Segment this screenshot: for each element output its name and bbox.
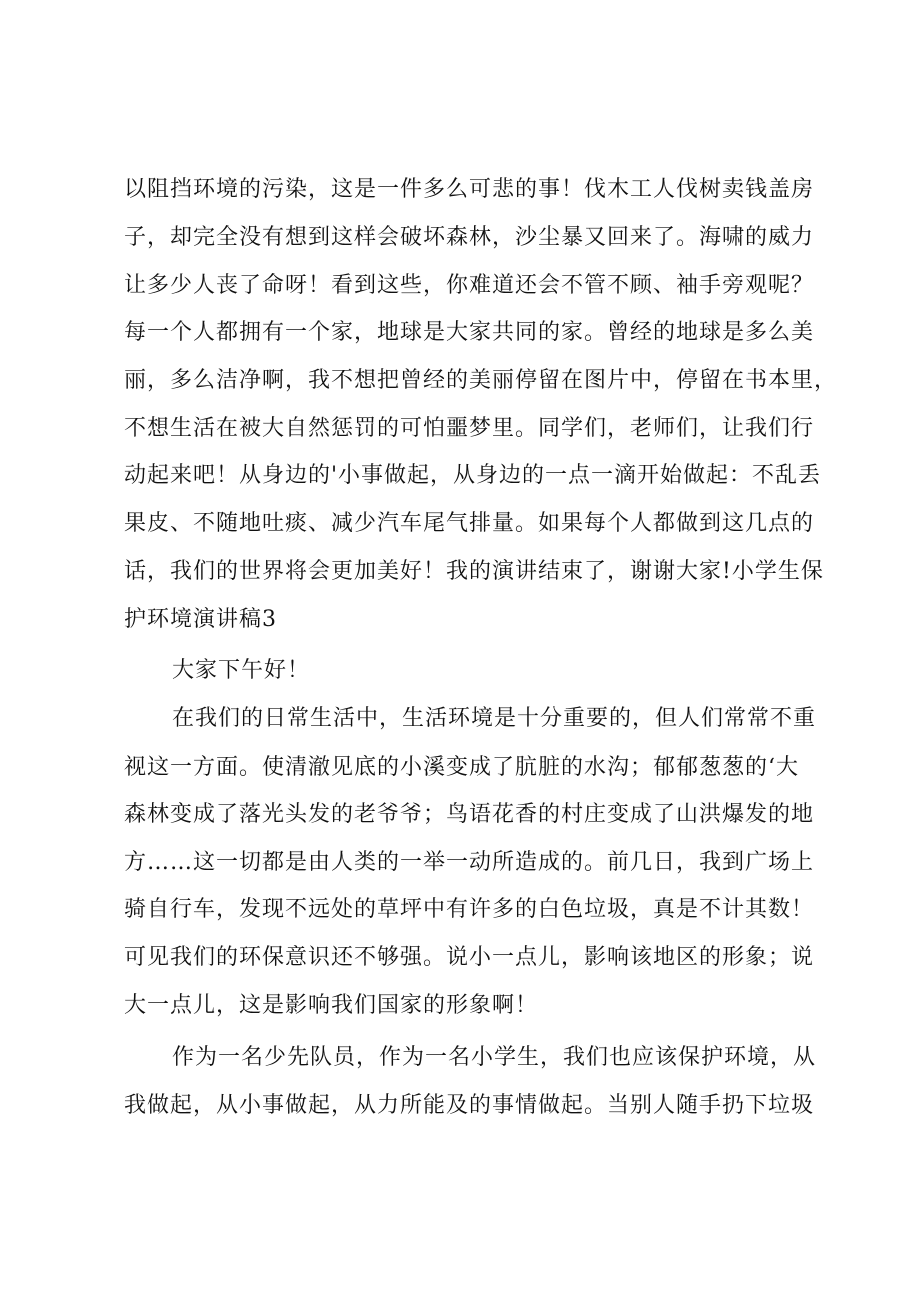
paragraph-2-line-2: 视这一方面。使清澈见底的小溪变成了肮脏的水沟；郁郁葱葱的‘大 [124,755,799,780]
paragraph-1-line-5: 丽，多么洁净啊，我不想把曾经的美丽停留在图片中，停留在书本里， [124,368,838,393]
paragraph-1-line-9: 话，我们的世界将会更加美好！我的演讲结束了，谢谢大家!小学生保 [124,559,824,584]
paragraph-3-line-2: 我做起，从小事做起，从力所能及的事情做起。当别人随手扔下垃圾 [124,1093,815,1118]
paragraph-2-line-3: 森林变成了落光头发的老爷爷；鸟语花香的村庄变成了山洪爆发的地 [124,802,815,827]
paragraph-2-line-4: 方……这一切都是由人类的一举一动所造成的。前几日，我到广场上 [124,850,815,875]
paragraph-2-line-6: 可见我们的环保意识还不够强。说小一点儿，影响该地区的形象；说 [124,945,815,970]
paragraph-2-line-5: 骑自行车，发现不远处的草坪中有许多的白色垃圾，真是不计其数！ [124,897,815,922]
paragraph-1-line-10: 护环境演讲稿3 [124,607,277,632]
greeting: 大家下午好！ [172,658,311,683]
paragraph-1-line-8: 果皮、不随地吐痰、减少汽车尾气排量。如果每个人都做到这几点的 [124,511,815,536]
paragraph-1-line-2: 子，却完全没有想到这样会破坏森林，沙尘暴又回来了。海啸的威力 [124,225,815,250]
paragraph-1-line-4: 每一个人都拥有一个家，地球是大家共同的家。曾经的地球是多么美 [124,320,815,345]
paragraph-1-line-6: 不想生活在被大自然惩罚的可怕噩梦里。同学们，老师们，让我们行 [124,416,815,441]
paragraph-1-line-7: 动起来吧！从身边的'小事做起，从身边的一点一滴开始做起：不乱丢 [124,463,822,488]
paragraph-1-line-1: 以阻挡环境的污染，这是一件多么可悲的事！伐木工人伐树卖钱盖房 [124,177,815,202]
paragraph-3-line-1: 作为一名少先队员，作为一名小学生，我们也应该保护环境，从 [172,1045,817,1070]
paragraph-1-line-3: 让多少人丧了命呀！看到这些，你难道还会不管不顾、袖手旁观呢？ [124,273,815,298]
paragraph-2-line-1: 在我们的日常生活中，生活环境是十分重要的，但人们常常不重 [172,706,817,731]
paragraph-2-line-7: 大一点儿，这是影响我们国家的形象啊！ [124,993,539,1018]
